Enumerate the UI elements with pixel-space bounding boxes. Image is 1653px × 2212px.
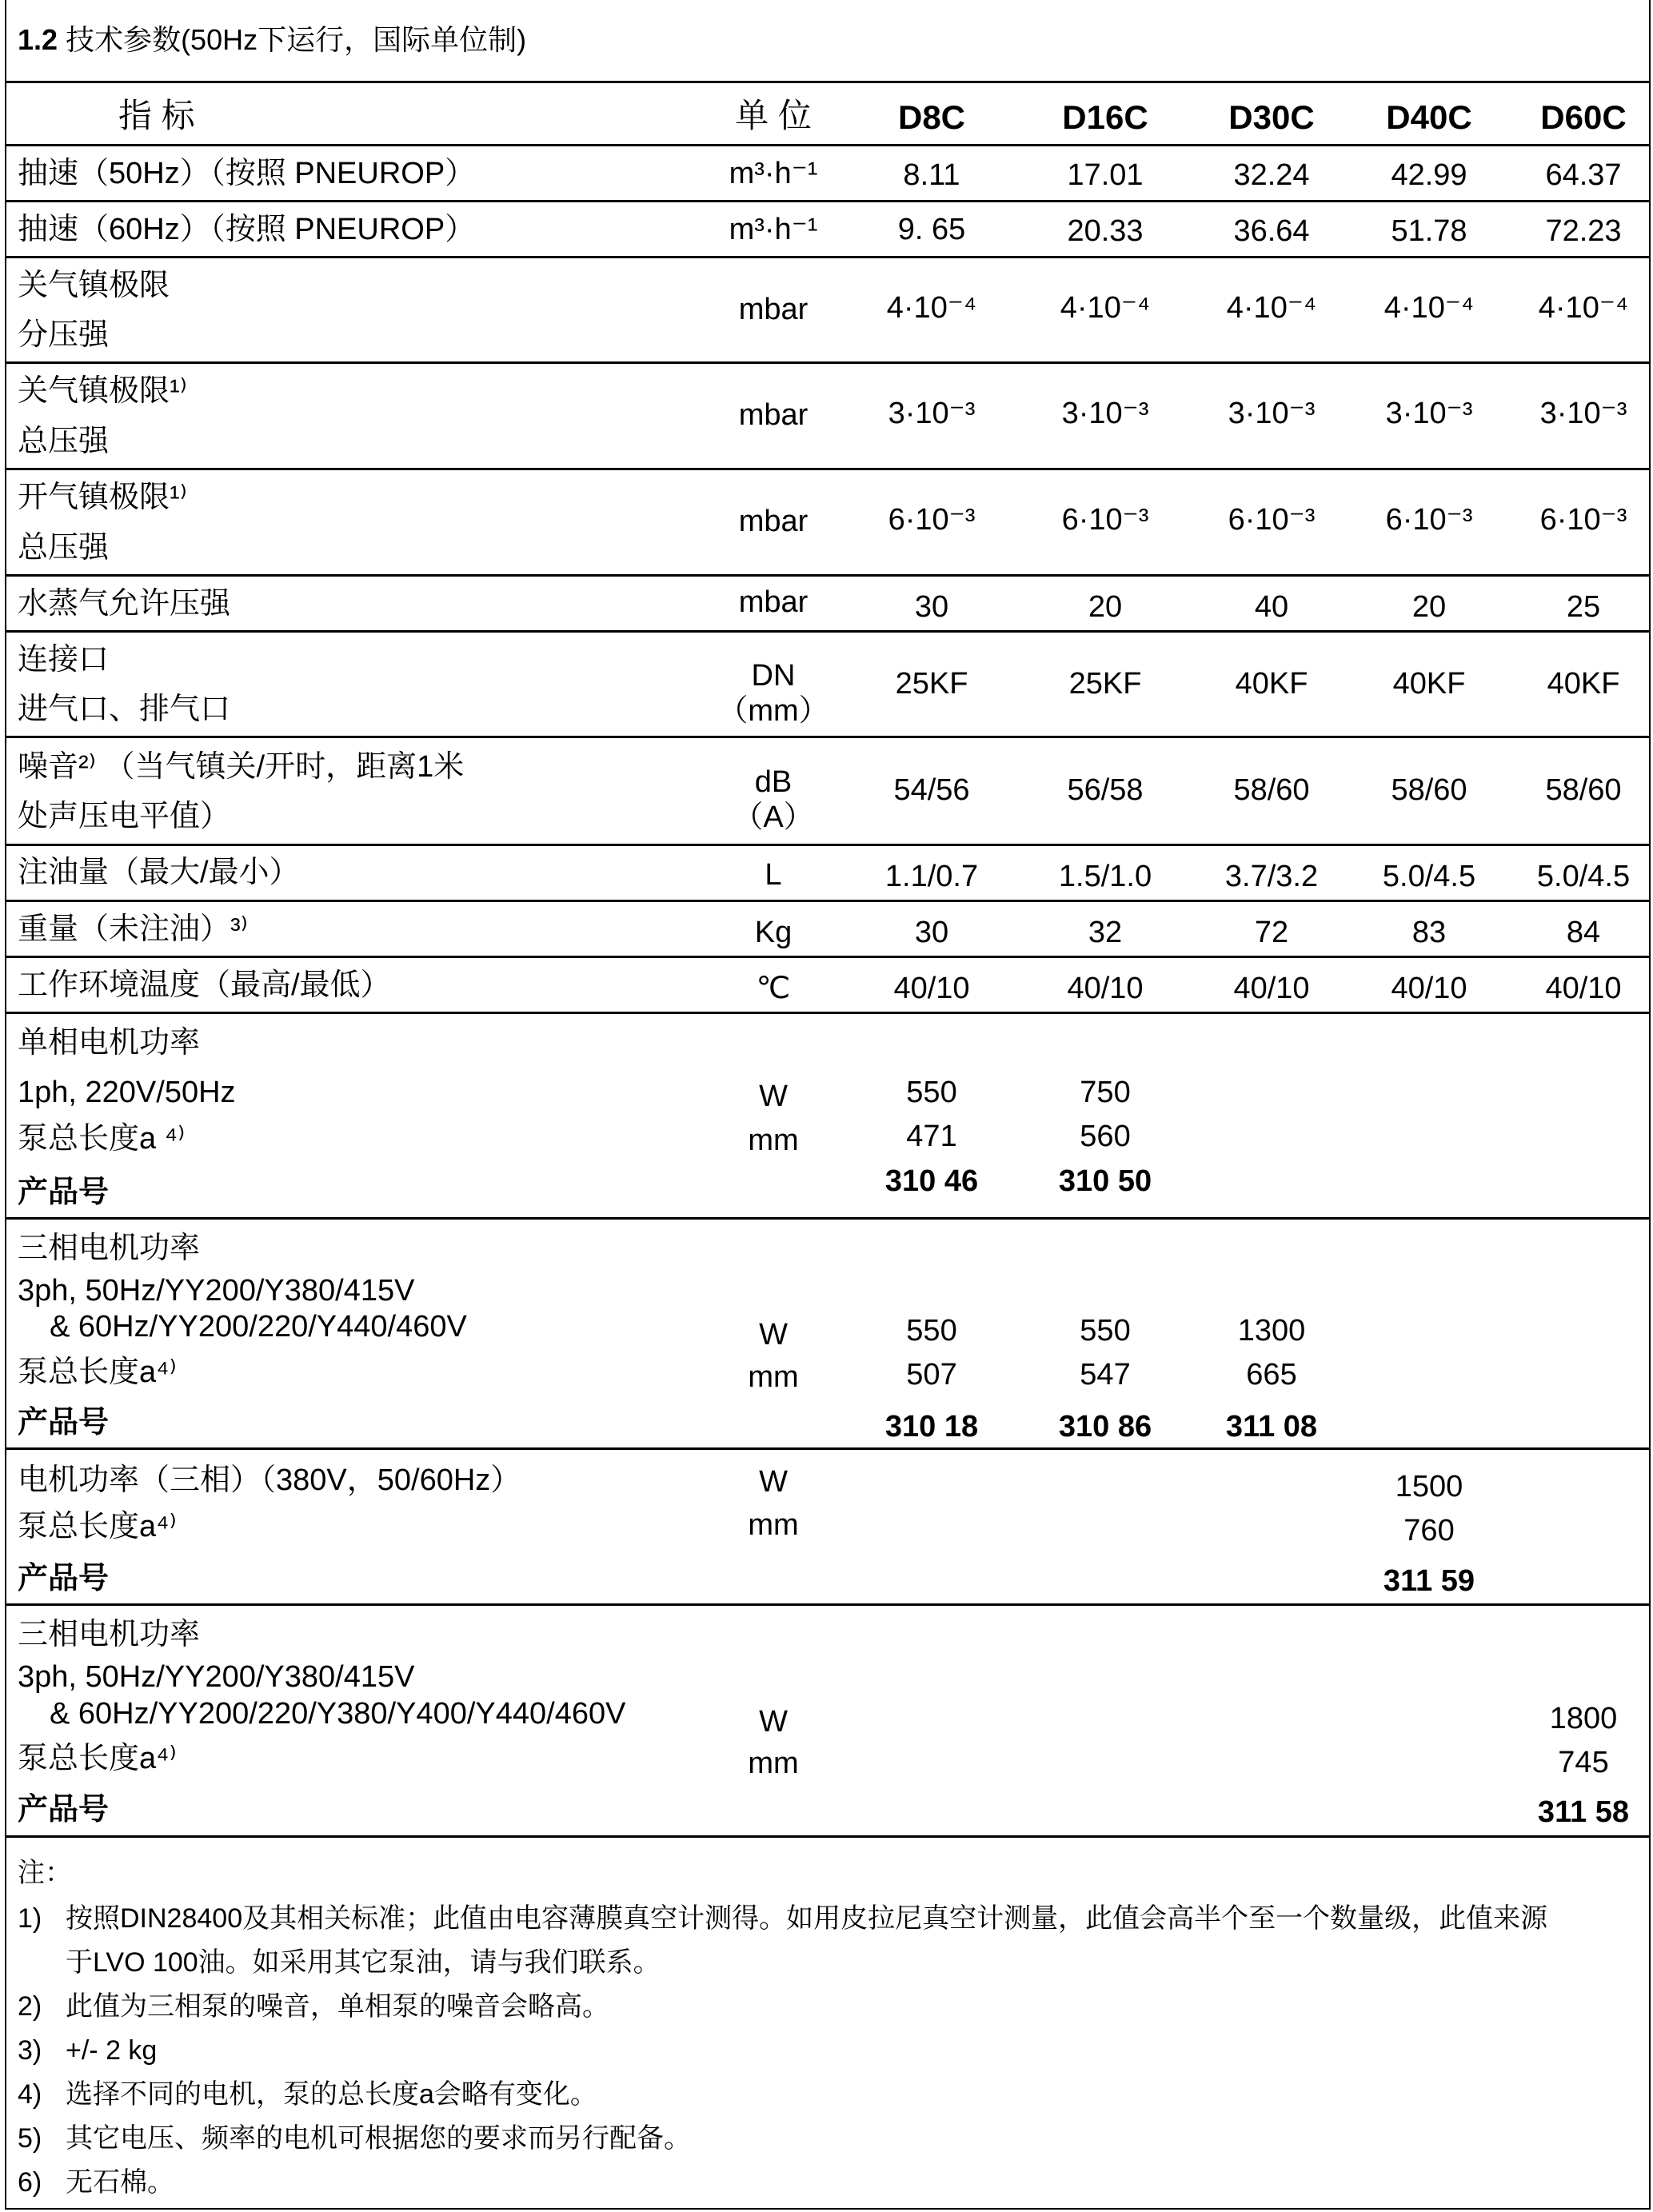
row-unit: ℃ [756, 972, 791, 1005]
table-cell: 17.01 [1067, 158, 1144, 192]
table-cell: 6·10⁻³ [1061, 503, 1149, 537]
header-model: D40C [1386, 98, 1472, 136]
table-cell: 42.99 [1391, 158, 1467, 192]
table-cell: 40KF [1392, 667, 1466, 701]
table-cell: 40/10 [1233, 972, 1310, 1005]
row-unit: mbar [738, 398, 809, 432]
row-label: 1ph, 220V/50Hz [18, 1076, 236, 1109]
note-text: 按照DIN28400及其相关标准；此值由电容薄膜真空计测得。如用皮拉尼真空计测量，此值会高半个至一个数量级，此值来源 [66, 1903, 1548, 1934]
note-item [18, 2081, 597, 2108]
table-cell: 4·10⁻⁴ [1538, 291, 1629, 325]
row-label: 处声压电平值） [18, 800, 231, 833]
row-unit: （A） [733, 801, 814, 834]
table-cell: 54/56 [893, 773, 970, 807]
row-label: 3ph, 50Hz/YY200/Y380/415V [18, 1274, 415, 1308]
row-unit: mbar [738, 585, 809, 619]
row-label: 注油量（最大/最小） [18, 856, 300, 889]
row-unit: W [759, 1465, 788, 1499]
divider [6, 1012, 1651, 1014]
divider [6, 1603, 1651, 1606]
table-cell: 311 58 [1537, 1795, 1630, 1829]
table-cell: 310 46 [884, 1164, 979, 1198]
header-model: D60C [1540, 98, 1627, 136]
row-label: 分压强 [18, 318, 110, 352]
table-cell: 5.0/4.5 [1382, 860, 1476, 893]
table-cell: 83 [1411, 916, 1447, 949]
table-cell: 550 [1080, 1314, 1131, 1348]
row-unit: mm [748, 1360, 799, 1394]
row-label: 三相电机功率 [18, 1232, 201, 1265]
table-cell: 760 [1403, 1514, 1455, 1547]
table-cell: 547 [1080, 1358, 1131, 1391]
row-label: 总压强 [18, 425, 110, 458]
note-text: 此值为三相泵的噪音，单相泵的噪音会略高。 [66, 1991, 609, 2022]
divider [6, 956, 1651, 958]
note-number: 4) [18, 2079, 42, 2110]
table-cell: 3·10⁻³ [888, 397, 976, 430]
divider [6, 900, 1651, 902]
table-cell: 20 [1411, 590, 1447, 624]
header-model: D8C [897, 98, 966, 136]
table-cell: 6·10⁻³ [1539, 503, 1627, 537]
row-label: 产品号 [18, 1793, 110, 1827]
note-item [18, 2125, 691, 2152]
table-cell: 20 [1088, 590, 1123, 624]
row-unit: mm [748, 1508, 799, 1542]
divider [6, 361, 1651, 364]
table-cell: 64.37 [1545, 158, 1622, 192]
header-model: D16C [1062, 98, 1148, 136]
table-cell: 311 08 [1225, 1410, 1318, 1443]
table-cell: 36.64 [1233, 214, 1310, 248]
table-cell: 72.23 [1545, 214, 1622, 248]
row-unit: （mm） [717, 694, 829, 728]
table-cell: 1.1/0.7 [884, 860, 979, 893]
table-cell: 40/10 [1391, 972, 1467, 1005]
row-label: 产品号 [18, 1406, 110, 1439]
table-cell: 58/60 [1233, 773, 1310, 807]
row-label: 连接口 [18, 643, 110, 677]
row-label: 关气镇极限¹⁾ [18, 374, 187, 408]
table-cell: 1.5/1.0 [1058, 860, 1152, 893]
row-label: & 60Hz/YY200/220/Y380/Y400/Y440/460V [50, 1697, 626, 1731]
table-cell: 1800 [1549, 1702, 1618, 1735]
row-label: & 60Hz/YY200/220/Y440/460V [50, 1310, 467, 1344]
table-cell: 25KF [895, 667, 968, 701]
row-unit: L [765, 858, 782, 892]
table-cell: 58/60 [1545, 773, 1622, 807]
row-label: 泵总长度a⁴⁾ [18, 1742, 177, 1775]
note-text: 于LVO 100油。如采用其它泵油，请与我们联系。 [66, 1947, 661, 1978]
table-cell: 40KF [1547, 667, 1620, 701]
row-unit: mbar [738, 505, 809, 538]
row-label: 抽速（60Hz）（按照 PNEUROP） [18, 213, 476, 246]
row-unit: mbar [738, 293, 809, 326]
table-cell: 40/10 [1067, 972, 1144, 1005]
table-cell: 471 [906, 1120, 957, 1153]
table-cell: 6·10⁻³ [888, 503, 976, 537]
table-cell: 25KF [1068, 667, 1142, 701]
row-label: 产品号 [18, 1562, 110, 1595]
row-label: 开气镇极限¹⁾ [18, 481, 187, 514]
row-label: 单相电机功率 [18, 1026, 201, 1060]
table-cell: 20.33 [1067, 214, 1144, 248]
note-number: 2) [18, 1991, 42, 2022]
note-text: +/- 2 kg [66, 2035, 158, 2066]
divider [6, 200, 1651, 202]
note-number: 6) [18, 2167, 42, 2198]
table-cell: 3·10⁻³ [1061, 397, 1149, 430]
divider [6, 144, 1651, 146]
note-number: 3) [18, 2035, 42, 2066]
table-cell: 30 [914, 590, 949, 624]
table-cell: 5.0/4.5 [1536, 860, 1631, 893]
table-cell: 84 [1566, 916, 1601, 949]
table-cell: 4·10⁻⁴ [1226, 291, 1317, 325]
row-label: 关气镇极限 [18, 269, 170, 302]
divider [6, 844, 1651, 846]
table-cell: 3.7/3.2 [1224, 860, 1319, 893]
notes-heading: 注： [18, 1858, 72, 1888]
table-cell: 3·10⁻³ [1539, 397, 1627, 430]
row-unit: Kg [754, 916, 793, 949]
table-cell: 550 [906, 1076, 957, 1109]
row-label: 进气口、排气口 [18, 693, 231, 726]
divider [6, 574, 1651, 577]
row-unit: W [759, 1705, 788, 1739]
table-cell: 51.78 [1391, 214, 1467, 248]
divider [6, 1835, 1651, 1838]
row-label: 水蒸气允许压强 [18, 587, 231, 621]
table-cell: 58/60 [1391, 773, 1467, 807]
table-cell: 665 [1246, 1358, 1297, 1391]
table-cell: 56/58 [1067, 773, 1144, 807]
table-cell: 40/10 [1545, 972, 1622, 1005]
header-model: D30C [1228, 98, 1315, 136]
table-cell: 32 [1088, 916, 1123, 949]
divider [6, 630, 1651, 633]
divider [6, 256, 1651, 258]
note-text: 无石棉。 [66, 2167, 174, 2198]
table-cell: 4·10⁻⁴ [886, 291, 977, 325]
table-cell: 25 [1566, 590, 1601, 624]
row-label: 泵总长度a⁴⁾ [18, 1510, 177, 1543]
row-label: 抽速（50Hz）（按照 PNEUROP） [18, 157, 476, 190]
row-unit: W [759, 1080, 788, 1113]
table-cell: 6·10⁻³ [1385, 503, 1473, 537]
table-cell: 507 [906, 1358, 957, 1391]
table-cell: 1300 [1237, 1314, 1306, 1348]
table-cell: 3·10⁻³ [1228, 397, 1316, 430]
table-cell: 310 18 [884, 1410, 979, 1443]
table-cell: 4·10⁻⁴ [1060, 291, 1151, 325]
row-unit: mm [748, 1124, 799, 1157]
header-indicator: 指 标 [118, 97, 195, 134]
row-unit: W [759, 1318, 788, 1352]
row-label: 重量（未注油）³⁾ [18, 912, 248, 946]
table-frame [5, 0, 1651, 2210]
row-label: 泵总长度a ⁴⁾ [18, 1122, 186, 1156]
note-number: 5) [18, 2123, 42, 2154]
note-text: 选择不同的电机，泵的总长度a会略有变化。 [66, 2079, 597, 2110]
note-number: 1) [18, 1903, 42, 1934]
table-cell: 40KF [1235, 667, 1308, 701]
table-cell: 750 [1080, 1076, 1131, 1109]
row-label: 三相电机功率 [18, 1618, 201, 1651]
divider [6, 1447, 1651, 1450]
divider [6, 1217, 1651, 1220]
table-cell: 40/10 [893, 972, 970, 1005]
table-cell: 310 86 [1058, 1410, 1152, 1443]
table-cell: 6·10⁻³ [1228, 503, 1316, 537]
note-item [18, 2169, 174, 2196]
note-item [18, 2037, 157, 2064]
table-cell: 550 [906, 1314, 957, 1348]
divider [6, 736, 1651, 738]
note-text: 其它电压、频率的电机可根据您的要求而另行配备。 [66, 2123, 691, 2154]
divider [6, 468, 1651, 470]
row-label: 总压强 [18, 531, 110, 565]
table-cell: 40 [1254, 590, 1289, 624]
note-item [18, 1993, 609, 2020]
table-cell: 32.24 [1233, 158, 1310, 192]
header-unit: 单 位 [735, 97, 812, 134]
note-item [18, 1905, 1547, 1932]
table-cell: 1500 [1395, 1470, 1463, 1503]
divider [6, 81, 1651, 83]
row-unit: mm [748, 1747, 799, 1780]
row-label: 产品号 [18, 1176, 110, 1209]
table-cell: 560 [1080, 1120, 1131, 1153]
row-unit: DN [751, 659, 796, 693]
table-cell: 745 [1558, 1746, 1609, 1779]
row-unit: m³·h⁻¹ [729, 213, 818, 246]
table-cell: 310 50 [1058, 1164, 1152, 1198]
row-unit: m³·h⁻¹ [729, 157, 818, 190]
row-unit: dB [754, 765, 793, 799]
row-label: 电机功率（三相）（380V，50/60Hz） [18, 1463, 521, 1497]
table-cell: 4·10⁻⁴ [1383, 291, 1475, 325]
table-cell: 72 [1254, 916, 1289, 949]
table-cell: 9. 65 [897, 213, 966, 246]
row-label: 噪音²⁾ （当气镇关/开时，距离1米 [18, 750, 465, 784]
row-label: 泵总长度a⁴⁾ [18, 1356, 177, 1389]
table-cell: 3·10⁻³ [1385, 397, 1473, 430]
row-label: 3ph, 50Hz/YY200/Y380/415V [18, 1660, 415, 1694]
table-cell: 311 59 [1383, 1564, 1475, 1598]
table-cell: 8.11 [903, 158, 960, 192]
row-label: 工作环境温度（最高/最低） [18, 968, 391, 1002]
table-cell: 30 [914, 916, 949, 949]
section-title: 1.2 技术参数(50Hz下运行，国际单位制) [18, 23, 527, 56]
